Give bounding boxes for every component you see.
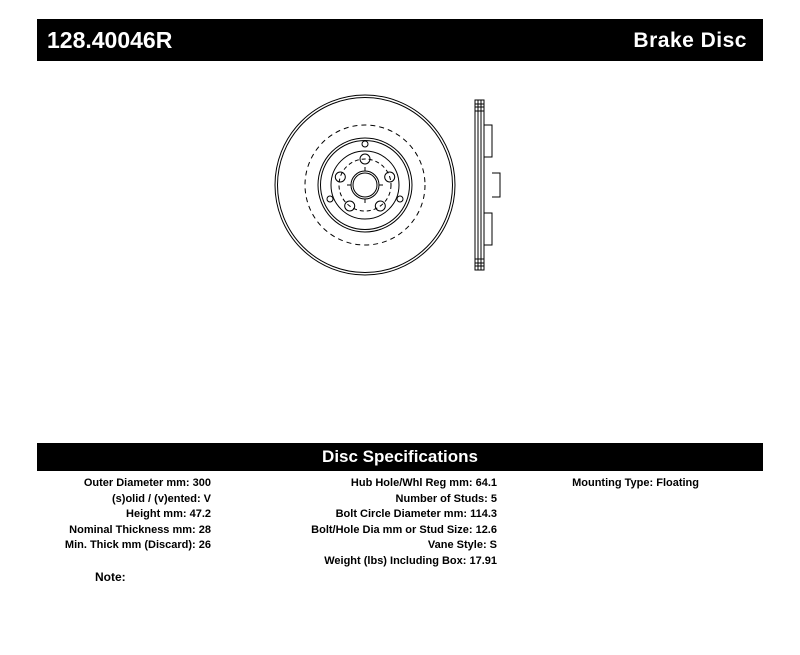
spec-column-middle bbox=[211, 476, 497, 569]
part-number: 128.40046R bbox=[47, 26, 173, 53]
page-title: Brake Disc bbox=[633, 28, 747, 52]
spec-item: Bolt Circle Diameter mm: 114.3 bbox=[335, 508, 497, 520]
spec-column-right bbox=[497, 476, 763, 492]
spec-item: Height mm: 47.2 bbox=[126, 508, 211, 520]
note-label: Note: bbox=[95, 570, 126, 584]
spec-item: Bolt/Hole Dia mm or Stud Size: 12.6 bbox=[311, 523, 497, 536]
spec-item: Weight (lbs) Including Box: 17.91 bbox=[324, 554, 497, 567]
spec-column-left bbox=[37, 476, 211, 554]
spec-item: Mounting Type: Floating bbox=[572, 477, 699, 489]
note-row bbox=[95, 570, 126, 584]
spec-item: Number of Studs: 5 bbox=[395, 492, 497, 505]
spec-item: Hub Hole/Whl Reg mm: 64.1 bbox=[350, 477, 497, 489]
spec-item: Min. Thick mm (Discard): 26 bbox=[64, 539, 211, 551]
spec-item: Vane Style: S bbox=[427, 539, 497, 551]
spec-item: Nominal Thickness mm: 28 bbox=[69, 523, 211, 536]
spec-section-title: Disc Specifications bbox=[322, 447, 478, 466]
spec-item: (s)olid / (v)ented: V bbox=[112, 492, 211, 505]
spec-table bbox=[37, 476, 763, 569]
header-bar bbox=[37, 19, 763, 61]
spec-section-header bbox=[37, 443, 763, 471]
brake-disc-drawing bbox=[270, 85, 570, 285]
spec-item: Outer Diameter mm: 300 bbox=[83, 477, 211, 489]
